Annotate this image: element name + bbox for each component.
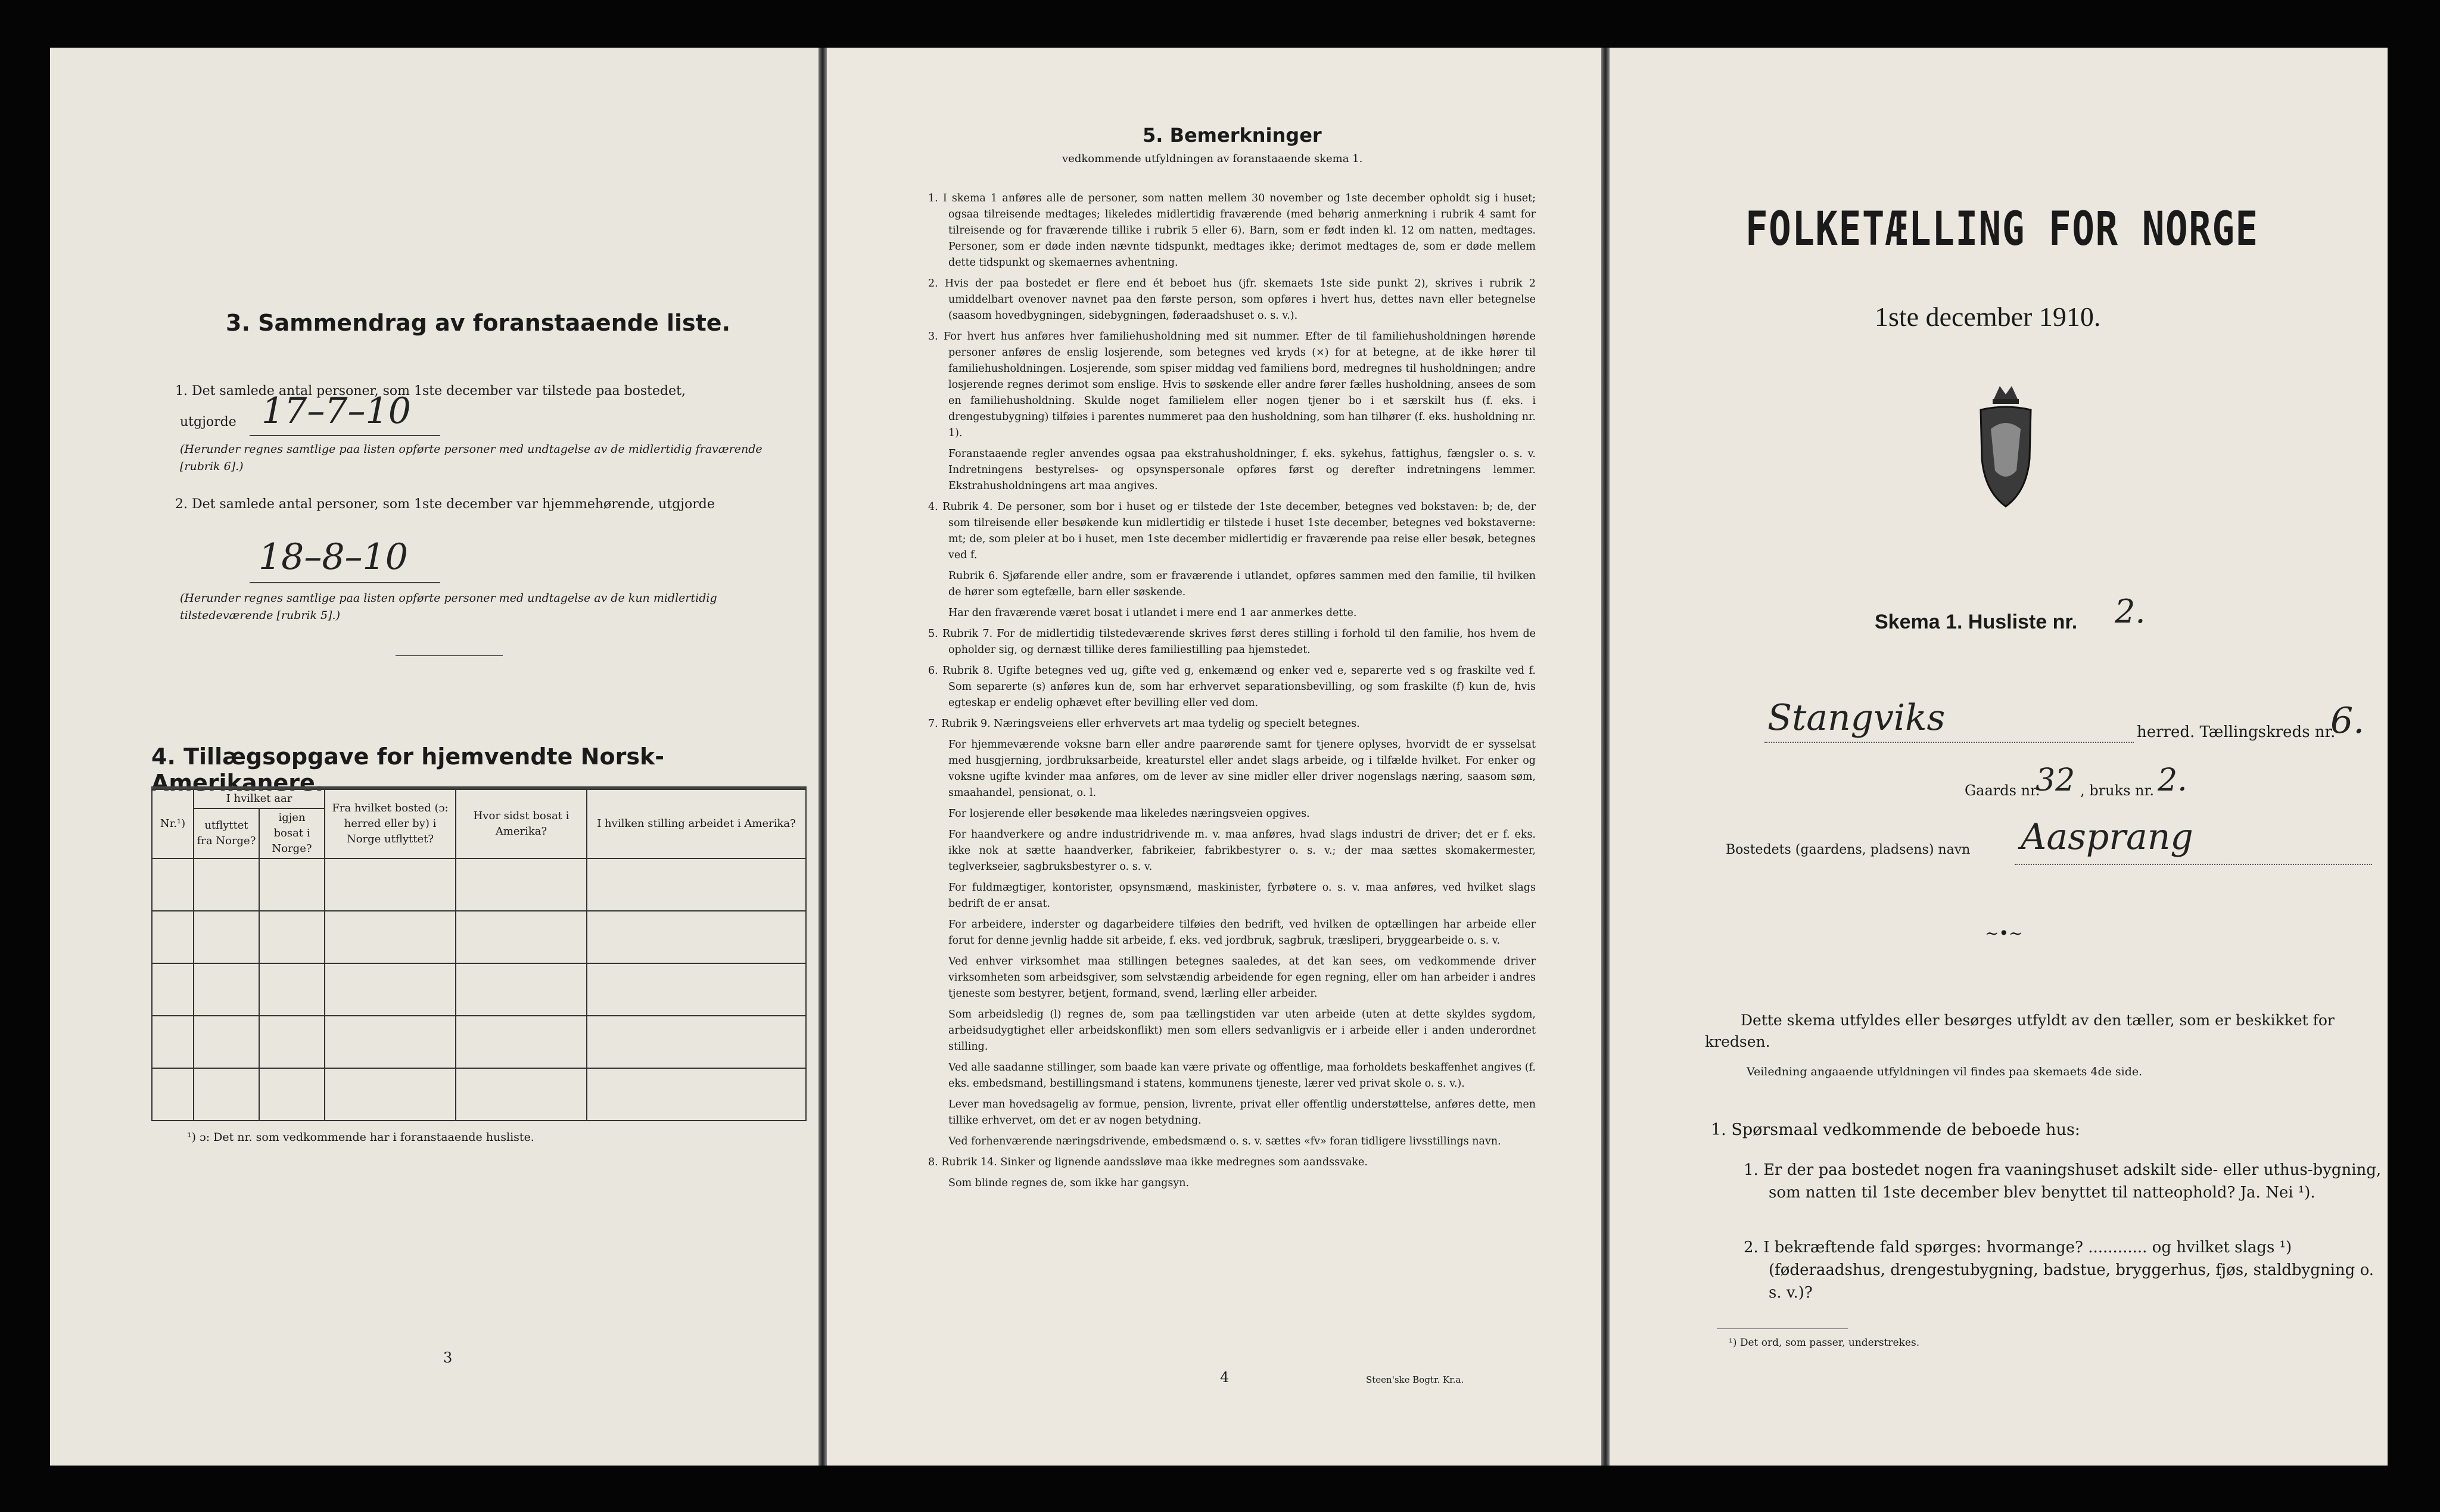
page-fold-right [1601,48,1610,1466]
remark-4b: Rubrik 6. Sjøfarende eller andre, som er fraværende i utlandet, opføres sammen med den familie, til hvilken de hører som egtefælle, barn eller søskende. [948,570,1536,598]
table-row [152,963,806,1016]
veiledning-text: Veiledning angaaende utfyldningen vil findes paa skemaets 4de side. [1747,1065,2143,1078]
remark-5: 5. Rubrik 7. For de midlertidig tilstedeværende skrives først deres stilling i forhold til den familie, hos hvem de opholder sig, og dernæst tillike deres familiestilling paa hjemstedet. [928,628,1536,656]
page-number-4: 4 [1220,1369,1230,1386]
table-row [152,1016,806,1068]
herred-label: herred. Tællingskreds nr. [2137,723,2336,741]
remark-7c: For losjerende eller besøkende maa likeledes næringsveien opgives. [948,808,1310,820]
section-4-title: 4. Tillægsopgave for hjemvendte Norsk-Amerikanere. [151,743,664,796]
table-footnote: ¹) ɔ: Det nr. som vedkommende har i foranstaaende husliste. [187,1131,534,1144]
remark-8: 8. Rubrik 14. Sinker og lignende aandssløve maa ikke medregnes som aandssvake. [928,1156,1368,1168]
remark-7j: Lever man hovedsagelig av formue, pension, livrente, privat eller offentlig understøttelse, anføres dette, men tillike erhvervet, om det er av nogen betydning. [948,1099,1536,1127]
table-row [152,911,806,963]
bosted-value: Aasprang [2021,816,2193,858]
page-number-3: 3 [443,1349,453,1366]
kreds-nr: 6. [2330,700,2365,742]
page1-footnote: ¹) Det ord, som passer, understrekes. [1729,1337,1920,1349]
herred-value: Stangviks [1767,697,1946,739]
remark-7: 7. Rubrik 9. Næringsveiens eller erhvervets art maa tydelig og specielt betegnes. [928,718,1360,730]
table-row [152,1068,806,1121]
remark-7f: For arbeidere, inderster og dagarbeidere tilføies den bedrift, ved hvilken de optællingen har arbeide eller forut for denne jevnlig hadde sit arbeide, f. eks. ved jordbruk, sagbruk, træsliperi, bryggearbeide o. s. v. [948,919,1536,947]
summary-item-2: 2. Det samlede antal personer, som 1ste december var hjemmehørende, utgjorde [175,497,715,512]
question-1: 1. Er der paa bostedet nogen fra vaaningshuset adskilt side- eller uthus-bygning, som natten til 1ste december blev benyttet til natteophold? Ja. Nei ¹). [1744,1161,2382,1202]
page-1 [1610,48,2388,1466]
col-igjen-bosat: igjen bosat i Norge? [259,808,325,858]
remark-7i: Ved alle saadanne stillinger, som baade kan være private og offentlige, maa forholdets beskaffenhet angives (f. eks. embedsmand, bestillingsmand i statens, kommunens tjeneste, lærer ved privat skole o. s. v.). [948,1062,1536,1090]
remark-8b: Som blinde regnes de, som ikke har gangsyn. [948,1177,1190,1189]
printer-credit: Steen'ske Bogtr. Kr.a. [1366,1374,1464,1385]
summary-item-1-value: 17–7–10 [262,390,411,432]
remark-6: 6. Rubrik 8. Ugifte betegnes ved ug, gifte ved g, enkemænd og enker ved e, separerte ved s og fraskilte ved f. Som separerte (s) anføres kun de, som har erhvervet separationsbevilling, og som fraskilte (f) kun de, hvis egteskap er endelig ophævet efter bevilling eller ved dom. [928,665,1536,709]
section-3-title: 3. Sammendrag av foranstaaende liste. [226,310,731,336]
col-stilling: I hvilken stilling arbeidet i Amerika? [587,789,806,858]
summary-item-2-value: 18–8–10 [259,536,408,578]
husliste-nr: 2. [2115,593,2146,630]
table-row [152,858,806,911]
bosted-label: Bostedets (gaardens, pladsens) navn [1726,842,1971,857]
remark-7d: For haandverkere og andre industridrivende m. v. maa anføres, hvad slags industri de driver; det er f. eks. ikke nok at sætte haandverker, fabrikeier, fabrikbestyrer o. s. v.; der maa sættes skomakermester, teglverkseier, sagbruksbestyrer o. s. v. [948,829,1536,873]
coat-of-arms-icon [1970,381,2041,512]
census-title: FOLKETÆLLING FOR NORGE [1745,203,2259,256]
gaards-nr: 32 [2036,763,2075,798]
col-nr: Nr.¹) [152,789,194,858]
remark-2: 2. Hvis der paa bostedet er flere end ét beboet hus (jfr. skemaets 1ste side punkt 2), skrives i rubrik 2 umiddelbart ovenover navnet paa den første person, som opføres i hvert hus, dettes navn eller betegnelse (saasom hovedbygningen, sidebygningen, føderaadshuset o. s. v.). [928,278,1536,322]
summary-item-1: 1. Det samlede antal personer, som 1ste december var tilstede paa bostedet, [175,384,686,399]
remark-7h: Som arbeidsledig (l) regnes de, som paa tællingstiden var uten arbeide (uten at dette skyldes sygdom, arbeidsudygtighet eller arbeidskonflikt) men som ellers sedvanligvis er i arbeide eller i anden underordnet stilling. [948,1009,1536,1053]
remarks-subtitle: vedkommende utfyldningen av foranstaaende skema 1. [1062,153,1363,165]
remark-3: 3. For hvert hus anføres hver familiehusholdning med sit nummer. Efter de til familiehusholdningen hørende personer anføres de enslig losjerende, som betegnes ved kryds (×) for at betegne, at de ikke hører til familiehusholdningen. Losjerende, som spiser middag ved familiens bord, medregnes til husholdningen; andre losjerende regnes derimot som enslige. Hvis to søskende eller andre fører fælles husholdning, ansees de som en familiehusholdning. Skulde noget familielem eller nogen tjener bo i et særskilt hus (f. eks. i drengestubygning) tilføies i parentes nummeret paa den husholdning, som han tilhører (f. eks. husholdning nr. 1). [928,331,1536,439]
remark-7k: Ved forhenværende næringsdrivende, embedsmænd o. s. v. sættes «fv» foran tidligere livsstillings navn. [948,1135,1501,1147]
col-sidst-bosat: Hvor sidst bosat i Amerika? [456,789,587,858]
summary-item-1-note: (Herunder regnes samtlige paa listen opførte personer med undtagelse av de midlertidig fraværende [rubrik 6].) [180,443,762,473]
col-utflyttet: utflyttet fra Norge? [194,808,259,858]
norsk-amerikanere-table [151,789,807,1121]
col-group-year: I hvilket aar [194,789,325,808]
bruks-nr: 2. [2158,763,2187,798]
schema-label: Skema 1. Husliste nr. [1875,611,2078,633]
remark-1: 1. I skema 1 anføres alle de personer, som natten mellem 30 november og 1ste december opholdt sig i huset; ogsaa tilreisende medtages; likeledes midlertidig fraværende (med behørig anmerkning i rubrik 4 samt for tilreisende og for fraværende tillike i rubrik 5 eller 6). Barn, som er født inden kl. 12 om natten, medtages. Personer, som er døde inden nævnte tidspunkt, medtages ikke; derimot medtages de, som er døde mellem dette tidspunkt og skemaernes avhentning. [928,192,1536,269]
remark-7g: Ved enhver virksomhet maa stillingen betegnes saaledes, at det kan sees, om vedkommende driver virksomheten som arbeidsgiver, som selvstændig arbeidende for egen regning, eller om han arbeider i andres tjeneste som bestyrer, betjent, formand, svend, lærling eller arbeider. [948,956,1536,1000]
remark-3b: Foranstaaende regler anvendes ogsaa paa ekstrahusholdninger, f. eks. sykehus, fattighus, fængsler o. s. v. Indretningens bestyrelses- og opsynspersonale opføres først og derefter indretningens lemmer. Ekstrahusholdningens art maa angives. [948,448,1536,492]
summary-item-1-label: utgjorde [180,415,236,430]
page-3 [50,48,818,1466]
page-fold-left [818,48,827,1466]
summary-item-2-note: (Herunder regnes samtlige paa listen opførte personer med undtagelse av de kun midlertidig tilstedeværende [rubrik 5].) [180,592,717,622]
question-2: 2. I bekræftende fald spørges: hvormange? ............ og hvilket slags ¹) (føderaadshus, drengestubygning, badstue, bryggerhus, fjøs, staldbygning o. s. v.)? [1744,1239,2374,1302]
ornament: ~•~ [1985,923,2023,943]
remarks-title: 5. Bemerkninger [1143,124,1322,147]
remark-7b: For hjemmeværende voksne barn eller andre paarørende samt for tjenere oplyses, hvorvidt de er sysselsat med husgjerning, jordbruksarbeide, kreaturstel eller andet slags arbeide, og i tilfælde hvilket. For enker og voksne ugifte kvinder maa anføres, om de lever av sine midler eller driver nogenslags næring, saasom søm, smaahandel, pensionat, o. l. [948,739,1536,799]
bruks-label: , bruks nr. [2080,782,2154,799]
remark-4c: Har den fraværende været bosat i utlandet i mere end 1 aar anmerkes dette. [948,607,1357,619]
col-bosted: Fra hvilket bosted (ɔ: herred eller by) i Norge utflyttet? [325,789,456,858]
remarks-body [928,191,1536,1196]
question-heading: 1. Spørsmaal vedkommende de beboede hus: [1711,1121,2080,1139]
census-date: 1ste december 1910. [1875,301,2101,332]
page-4 [827,48,1601,1466]
remark-7e: For fuldmægtiger, kontorister, opsynsmænd, maskinister, fyrbøtere o. s. v. maa anføres, ved hvilket slags bedrift de er ansat. [948,882,1536,910]
remark-4: 4. Rubrik 4. De personer, som bor i huset og er tilstede der 1ste december, betegnes ved bokstaven: b; de, der som tilreisende eller besøkende kun midlertidig er tilstede i huset 1ste december, betegnes ved bokstaverne: mt; de, som pleier at bo i huset, men 1ste december midlertidig er fraværende paa reise eller besøk, betegnes ved f. [928,501,1536,561]
intro-text: Dette skema utfyldes eller besørges utfyldt av den tæller, som er beskikket for kredsen. [1705,1012,2335,1050]
gaards-label: Gaards nr. [1965,782,2040,799]
